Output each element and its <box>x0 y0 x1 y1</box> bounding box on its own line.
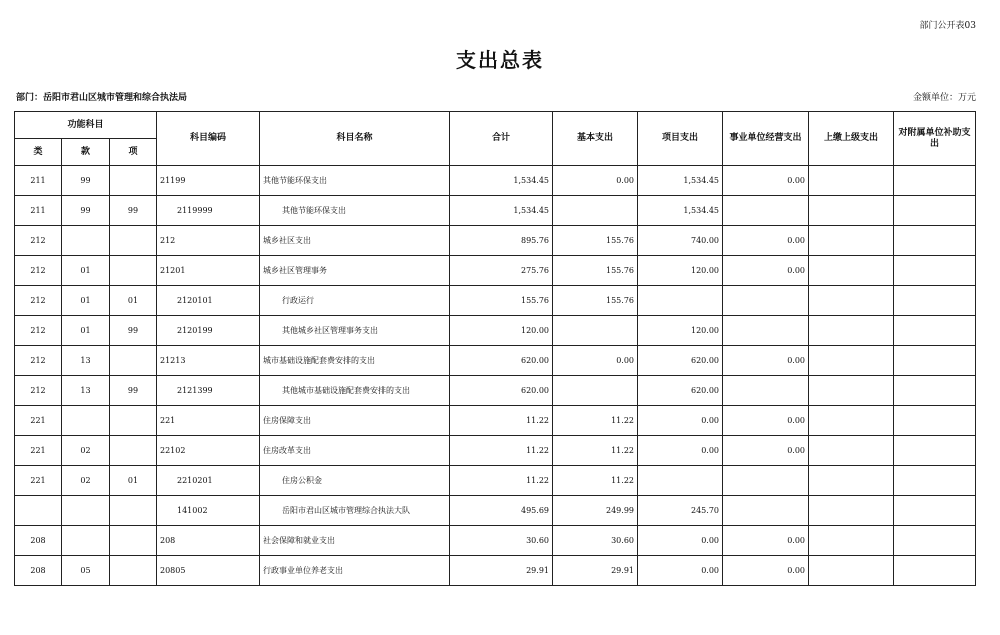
cell-basic: 11.22 <box>553 466 638 496</box>
cell-project: 740.00 <box>638 226 723 256</box>
cell-upper <box>809 196 894 226</box>
cell-code: 2120199 <box>157 316 260 346</box>
cell-subsidy <box>894 286 976 316</box>
cell-lei: 221 <box>15 406 62 436</box>
cell-xiang <box>110 436 157 466</box>
cell-upper <box>809 286 894 316</box>
cell-basic <box>553 316 638 346</box>
cell-business: 0.00 <box>723 166 809 196</box>
cell-subsidy <box>894 166 976 196</box>
expenditure-table <box>14 111 976 586</box>
cell-code: 20805 <box>157 556 260 586</box>
cell-code: 212 <box>157 226 260 256</box>
cell-upper <box>809 346 894 376</box>
cell-lei: 208 <box>15 526 62 556</box>
cell-basic: 249.99 <box>553 496 638 526</box>
cell-total: 495.69 <box>450 496 553 526</box>
cell-xiang <box>110 406 157 436</box>
cell-basic: 29.91 <box>553 556 638 586</box>
cell-code: 2119999 <box>157 196 260 226</box>
form-number: 部门公开表03 <box>919 21 976 31</box>
cell-kuan: 99 <box>62 166 110 196</box>
cell-kuan: 99 <box>62 196 110 226</box>
header-subsidy: 对附属单位补助支出 <box>894 112 976 166</box>
cell-basic: 30.60 <box>553 526 638 556</box>
cell-xiang <box>110 226 157 256</box>
cell-name: 住房改革支出 <box>260 436 450 466</box>
cell-total: 895.76 <box>450 226 553 256</box>
cell-basic: 11.22 <box>553 406 638 436</box>
cell-xiang <box>110 166 157 196</box>
cell-total: 620.00 <box>450 346 553 376</box>
cell-business <box>723 466 809 496</box>
cell-total: 30.60 <box>450 526 553 556</box>
cell-kuan: 05 <box>62 556 110 586</box>
cell-subsidy <box>894 316 976 346</box>
cell-subsidy <box>894 196 976 226</box>
cell-business: 0.00 <box>723 256 809 286</box>
cell-xiang: 99 <box>110 316 157 346</box>
cell-subsidy <box>894 526 976 556</box>
cell-project: 0.00 <box>638 526 723 556</box>
cell-total: 275.76 <box>450 256 553 286</box>
cell-lei: 212 <box>15 286 62 316</box>
cell-project: 1,534.45 <box>638 196 723 226</box>
cell-lei: 221 <box>15 436 62 466</box>
cell-subsidy <box>894 406 976 436</box>
cell-upper <box>809 376 894 406</box>
cell-project: 620.00 <box>638 346 723 376</box>
cell-lei: 212 <box>15 226 62 256</box>
header-code: 科目编码 <box>157 112 260 166</box>
cell-project <box>638 466 723 496</box>
cell-project <box>638 286 723 316</box>
cell-xiang <box>110 556 157 586</box>
header-business: 事业单位经营支出 <box>723 112 809 166</box>
table-row <box>15 166 976 196</box>
cell-lei: 208 <box>15 556 62 586</box>
table-row <box>15 436 976 466</box>
cell-name: 其他城乡社区管理事务支出 <box>260 316 450 346</box>
header-upper: 上缴上级支出 <box>809 112 894 166</box>
cell-basic: 11.22 <box>553 436 638 466</box>
cell-project: 620.00 <box>638 376 723 406</box>
cell-project: 0.00 <box>638 436 723 466</box>
cell-name: 住房公积金 <box>260 466 450 496</box>
cell-lei: 212 <box>15 376 62 406</box>
table-row <box>15 556 976 586</box>
table-row <box>15 406 976 436</box>
cell-code: 141002 <box>157 496 260 526</box>
cell-total: 11.22 <box>450 436 553 466</box>
cell-name: 城乡社区支出 <box>260 226 450 256</box>
cell-name: 其他节能环保支出 <box>260 166 450 196</box>
cell-lei: 211 <box>15 196 62 226</box>
cell-subsidy <box>894 436 976 466</box>
cell-upper <box>809 556 894 586</box>
cell-upper <box>809 406 894 436</box>
cell-business <box>723 196 809 226</box>
cell-name: 社会保障和就业支出 <box>260 526 450 556</box>
cell-project: 120.00 <box>638 256 723 286</box>
cell-code: 21199 <box>157 166 260 196</box>
header-kuan: 款 <box>62 139 110 166</box>
table-body <box>15 166 976 586</box>
page-title: 支出总表 <box>456 48 544 72</box>
cell-name: 住房保障支出 <box>260 406 450 436</box>
cell-subsidy <box>894 556 976 586</box>
cell-name: 其他城市基础设施配套费安排的支出 <box>260 376 450 406</box>
table-row <box>15 376 976 406</box>
header-project: 项目支出 <box>638 112 723 166</box>
cell-business: 0.00 <box>723 406 809 436</box>
cell-lei: 211 <box>15 166 62 196</box>
cell-subsidy <box>894 376 976 406</box>
cell-kuan: 02 <box>62 466 110 496</box>
cell-project: 120.00 <box>638 316 723 346</box>
cell-code: 208 <box>157 526 260 556</box>
cell-kuan <box>62 496 110 526</box>
cell-xiang <box>110 256 157 286</box>
table-row <box>15 196 976 226</box>
cell-upper <box>809 256 894 286</box>
cell-business <box>723 376 809 406</box>
cell-name: 城乡社区管理事务 <box>260 256 450 286</box>
cell-code: 2210201 <box>157 466 260 496</box>
table-row <box>15 496 976 526</box>
cell-business <box>723 316 809 346</box>
cell-upper <box>809 436 894 466</box>
cell-lei: 212 <box>15 316 62 346</box>
cell-xiang: 99 <box>110 196 157 226</box>
cell-business: 0.00 <box>723 556 809 586</box>
cell-kuan: 13 <box>62 376 110 406</box>
cell-upper <box>809 466 894 496</box>
cell-kuan <box>62 526 110 556</box>
cell-total: 11.22 <box>450 466 553 496</box>
department-label: 部门：岳阳市君山区城市管理和综合执法局 <box>16 93 188 103</box>
table-row <box>15 286 976 316</box>
cell-upper <box>809 316 894 346</box>
cell-lei: 212 <box>15 346 62 376</box>
cell-xiang: 01 <box>110 466 157 496</box>
header-lei: 类 <box>15 139 62 166</box>
table-row <box>15 466 976 496</box>
cell-upper <box>809 526 894 556</box>
cell-code: 221 <box>157 406 260 436</box>
cell-total: 120.00 <box>450 316 553 346</box>
cell-code: 2120101 <box>157 286 260 316</box>
cell-subsidy <box>894 226 976 256</box>
cell-kuan: 13 <box>62 346 110 376</box>
cell-business <box>723 496 809 526</box>
cell-total: 11.22 <box>450 406 553 436</box>
cell-business: 0.00 <box>723 526 809 556</box>
table-row <box>15 256 976 286</box>
table-row <box>15 316 976 346</box>
cell-xiang <box>110 346 157 376</box>
header-function-subject: 功能科目 <box>15 112 157 139</box>
cell-basic <box>553 196 638 226</box>
cell-xiang <box>110 526 157 556</box>
cell-name: 城市基础设施配套费安排的支出 <box>260 346 450 376</box>
cell-code: 21201 <box>157 256 260 286</box>
cell-lei: 212 <box>15 256 62 286</box>
cell-basic: 0.00 <box>553 166 638 196</box>
header-total: 合计 <box>450 112 553 166</box>
cell-subsidy <box>894 256 976 286</box>
header-basic: 基本支出 <box>553 112 638 166</box>
cell-lei: 221 <box>15 466 62 496</box>
cell-kuan: 02 <box>62 436 110 466</box>
cell-subsidy <box>894 346 976 376</box>
cell-total: 1,534.45 <box>450 166 553 196</box>
cell-total: 155.76 <box>450 286 553 316</box>
cell-lei <box>15 496 62 526</box>
cell-kuan <box>62 226 110 256</box>
cell-upper <box>809 226 894 256</box>
cell-name: 岳阳市君山区城市管理综合执法大队 <box>260 496 450 526</box>
table-row <box>15 526 976 556</box>
cell-business: 0.00 <box>723 436 809 466</box>
cell-basic: 155.76 <box>553 286 638 316</box>
cell-total: 620.00 <box>450 376 553 406</box>
table-row <box>15 226 976 256</box>
cell-business <box>723 286 809 316</box>
cell-business: 0.00 <box>723 346 809 376</box>
header-name: 科目名称 <box>260 112 450 166</box>
cell-subsidy <box>894 496 976 526</box>
cell-upper <box>809 496 894 526</box>
cell-total: 1,534.45 <box>450 196 553 226</box>
cell-kuan <box>62 406 110 436</box>
header-xiang: 项 <box>110 139 157 166</box>
cell-business: 0.00 <box>723 226 809 256</box>
cell-project: 1,534.45 <box>638 166 723 196</box>
cell-kuan: 01 <box>62 316 110 346</box>
table-row <box>15 346 976 376</box>
amount-unit-label: 金额单位：万元 <box>912 93 976 103</box>
cell-project: 245.70 <box>638 496 723 526</box>
cell-kuan: 01 <box>62 286 110 316</box>
cell-basic: 155.76 <box>553 226 638 256</box>
cell-project: 0.00 <box>638 406 723 436</box>
cell-kuan: 01 <box>62 256 110 286</box>
cell-basic: 155.76 <box>553 256 638 286</box>
cell-code: 2121399 <box>157 376 260 406</box>
cell-code: 22102 <box>157 436 260 466</box>
cell-code: 21213 <box>157 346 260 376</box>
cell-total: 29.91 <box>450 556 553 586</box>
cell-basic: 0.00 <box>553 346 638 376</box>
cell-project: 0.00 <box>638 556 723 586</box>
cell-xiang: 01 <box>110 286 157 316</box>
cell-name: 行政事业单位养老支出 <box>260 556 450 586</box>
cell-subsidy <box>894 466 976 496</box>
cell-basic <box>553 376 638 406</box>
cell-name: 其他节能环保支出 <box>260 196 450 226</box>
cell-upper <box>809 166 894 196</box>
cell-name: 行政运行 <box>260 286 450 316</box>
cell-xiang: 99 <box>110 376 157 406</box>
cell-xiang <box>110 496 157 526</box>
